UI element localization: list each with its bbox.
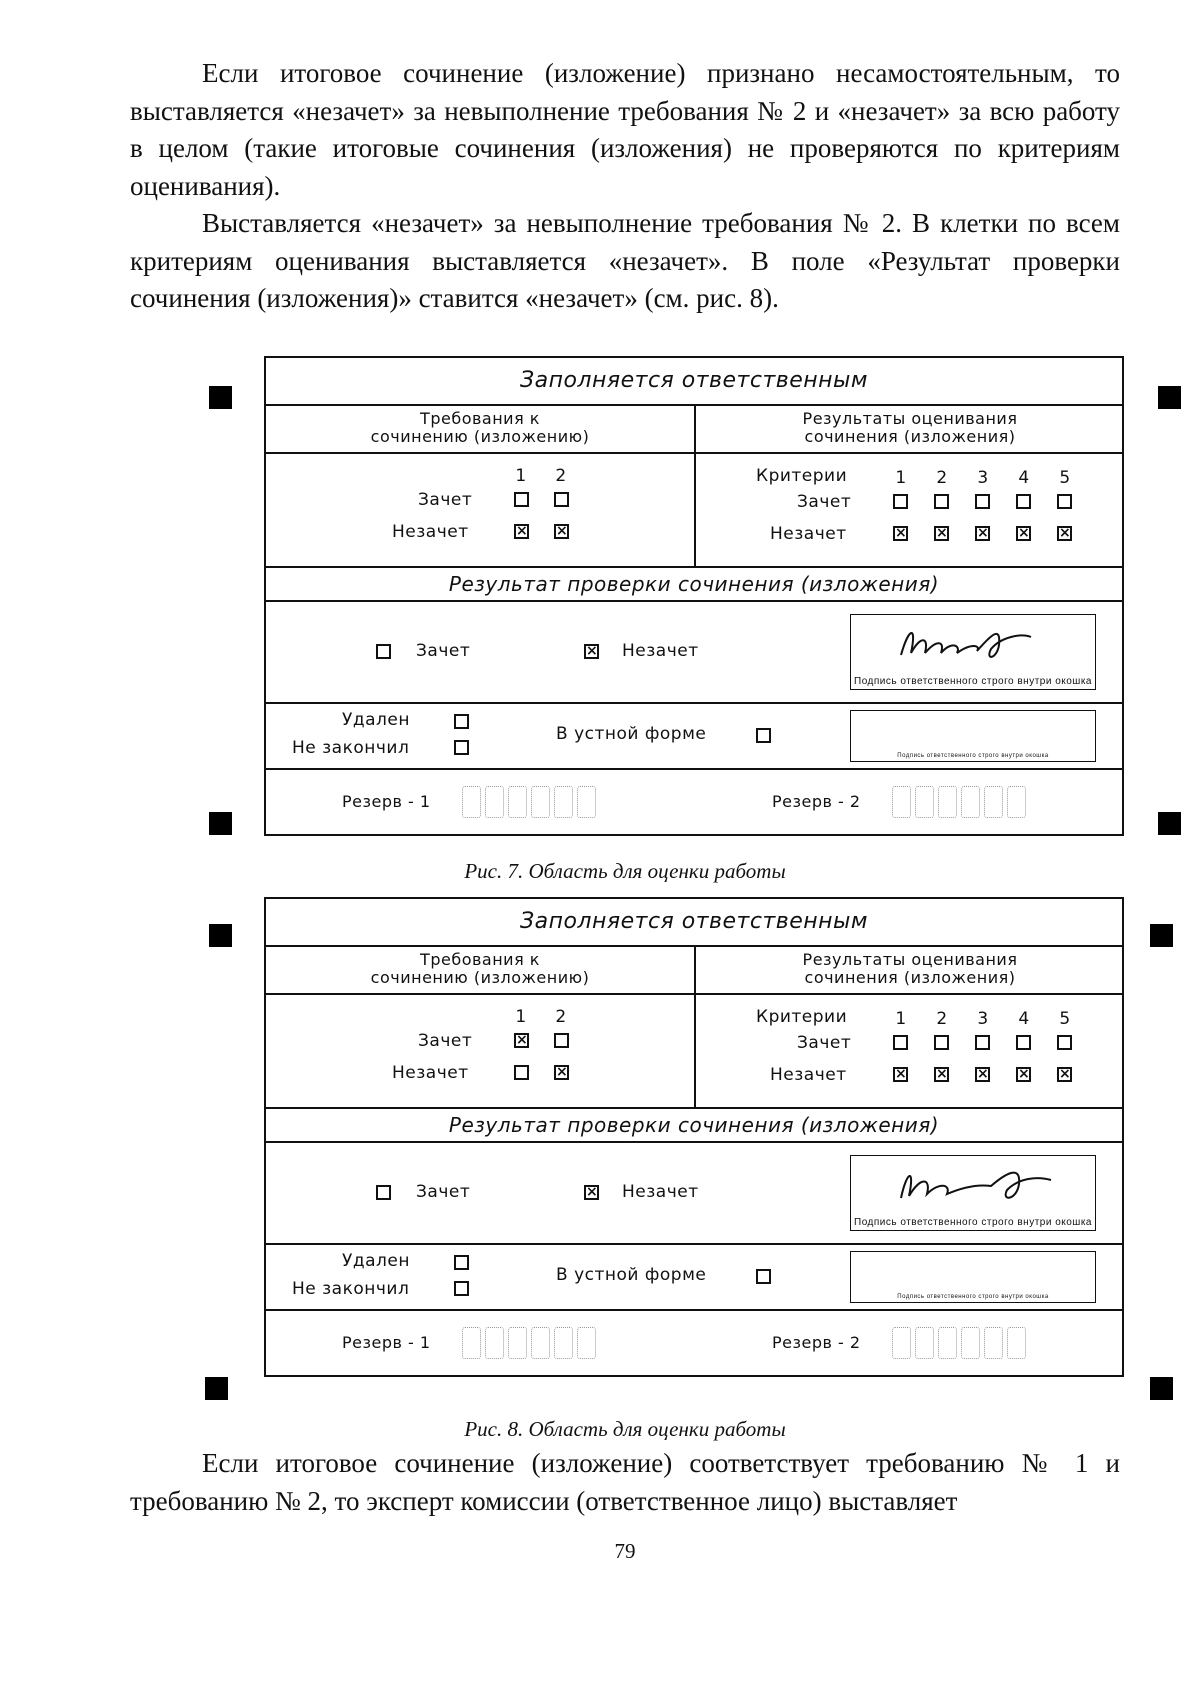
criterion-number: 3	[977, 1009, 989, 1029]
requirement-fail-checkbox[interactable]: ×	[556, 1064, 569, 1080]
criterion-pass-checkbox[interactable]	[934, 494, 949, 509]
requirements-header-line-1: Требования к	[420, 950, 540, 969]
requirements-header	[266, 951, 694, 987]
criterion-pass-checkbox[interactable]	[893, 1035, 908, 1050]
not-finished-checkbox[interactable]	[454, 740, 469, 755]
reserve-section	[266, 770, 1122, 836]
reserve-2-cell[interactable]	[961, 1327, 980, 1359]
registration-marker	[1158, 386, 1181, 409]
reserve-1-cell[interactable]	[554, 1327, 573, 1359]
result-pass-checkbox[interactable]	[376, 644, 391, 659]
not-finished-label: Не закончил	[292, 738, 410, 758]
criterion-fail-checkbox[interactable]: ×	[895, 525, 908, 541]
requirement-number: 2	[555, 466, 567, 486]
form-header	[266, 406, 1122, 454]
criterion-pass-checkbox[interactable]	[975, 494, 990, 509]
evaluation-header-line-1: Результаты оценивания	[802, 409, 1018, 428]
reserve-1-cell[interactable]	[531, 786, 550, 818]
result-title: Результат проверки сочинения (изложения)	[266, 568, 1122, 602]
criterion-pass-checkbox[interactable]	[1016, 494, 1031, 509]
reserve-2-cell[interactable]	[938, 1327, 957, 1359]
criterion-pass-checkbox[interactable]	[1057, 494, 1072, 509]
registration-marker	[209, 812, 232, 835]
reserve-2-cell[interactable]	[915, 1327, 934, 1359]
checkbox-section	[266, 995, 1122, 1109]
evaluation-header-line-1: Результаты оценивания	[802, 950, 1018, 969]
reserve-section	[266, 1311, 1122, 1377]
reserve-2-cell[interactable]	[961, 786, 980, 818]
signature-caption: Подпись ответственного строго внутри окошка	[854, 1217, 1092, 1228]
signature-caption: Подпись ответственного строго внутри окошка	[897, 1294, 1049, 1300]
criterion-number: 5	[1059, 1009, 1071, 1029]
requirement-pass-checkbox[interactable]	[514, 492, 529, 507]
criterion-number: 4	[1018, 1009, 1030, 1029]
reserve-1-cell[interactable]	[508, 786, 527, 818]
criterion-number: 1	[895, 1009, 907, 1029]
criterion-pass-checkbox[interactable]	[893, 494, 908, 509]
status-section	[266, 1245, 1122, 1311]
requirements-header-line-1: Требования к	[420, 409, 540, 428]
criterion-number: 2	[936, 1009, 948, 1029]
criterion-fail-checkbox[interactable]: ×	[977, 525, 990, 541]
registration-marker	[209, 924, 232, 947]
requirements-header-line-2: сочинению (изложению)	[370, 968, 590, 987]
reserve-2-cell[interactable]	[892, 786, 911, 818]
page-number: 79	[614, 1539, 636, 1563]
signature-image	[881, 615, 1127, 671]
requirement-number: 2	[555, 1007, 567, 1027]
removed-label: Удален	[342, 1251, 410, 1271]
second-signature-box[interactable]	[850, 1251, 1096, 1303]
requirement-pass-checkbox[interactable]	[554, 492, 569, 507]
requirements-header	[266, 410, 694, 446]
evaluation-form-1	[264, 356, 1124, 836]
registration-marker	[1150, 1377, 1173, 1400]
criterion-number: 3	[977, 468, 989, 488]
reserve-2-cell[interactable]	[1007, 1327, 1026, 1359]
criterion-number: 5	[1059, 468, 1071, 488]
criterion-fail-checkbox[interactable]: ×	[1059, 1066, 1072, 1082]
criterion-pass-checkbox[interactable]	[1016, 1035, 1031, 1050]
criterion-number: 4	[1018, 468, 1030, 488]
criterion-fail-checkbox[interactable]: ×	[1059, 525, 1072, 541]
fail-label: Незачет	[770, 524, 847, 544]
criterion-fail-checkbox[interactable]: ×	[895, 1066, 908, 1082]
signature-image	[881, 1156, 1127, 1212]
result-pass-checkbox[interactable]	[376, 1185, 391, 1200]
requirement-number: 1	[515, 1007, 527, 1027]
reserve-2-cell[interactable]	[938, 786, 957, 818]
evaluation-header	[696, 951, 1124, 987]
reserve-2-label: Резерв - 2	[772, 1333, 861, 1352]
reserve-1-cell[interactable]	[531, 1327, 550, 1359]
signature-box[interactable]	[850, 614, 1096, 690]
signature-caption: Подпись ответственного строго внутри окошка	[897, 753, 1049, 759]
figure-caption-8: Рис. 8. Область для оценки работы	[464, 1417, 786, 1441]
result-title: Результат проверки сочинения (изложения)	[266, 1109, 1122, 1143]
criterion-pass-checkbox[interactable]	[1057, 1035, 1072, 1050]
paragraph-2: Выставляется «незачет» за невыполнение требования № 2. В клетки по всем критериям оценивания выставляется «незачет». В поле «Результат проверки сочинения (изложения)» ставится «незачет» (см. рис. 8).	[130, 208, 1120, 313]
paragraph-1: Если итоговое сочинение (изложение) признано несамостоятельным, то выставляется «незачет» за невыполнение требования № 2 и «незачет» за всю работу в целом (такие итоговые сочинения (изложения) не проверяются по критериям оценивания).	[130, 58, 1120, 201]
oral-form-checkbox[interactable]	[756, 1269, 771, 1284]
reserve-2-cell[interactable]	[915, 786, 934, 818]
reserve-1-cell[interactable]	[508, 1327, 527, 1359]
reserve-1-cell[interactable]	[485, 1327, 504, 1359]
registration-marker	[209, 386, 232, 409]
reserve-1-label: Резерв - 1	[342, 1333, 431, 1352]
result-fail-checkbox[interactable]: ×	[586, 643, 599, 659]
pass-label: Зачет	[418, 490, 473, 510]
requirement-fail-checkbox[interactable]	[514, 1065, 529, 1080]
removed-checkbox[interactable]	[454, 714, 469, 729]
reserve-1-cell[interactable]	[462, 786, 481, 818]
evaluation-header	[696, 410, 1124, 446]
criteria-label: Критерии	[756, 466, 848, 486]
not-finished-checkbox[interactable]	[454, 1281, 469, 1296]
requirement-pass-checkbox[interactable]: ×	[516, 1032, 529, 1048]
figure-caption-7: Рис. 7. Область для оценки работы	[464, 859, 786, 883]
reserve-1-cell[interactable]	[577, 786, 596, 818]
reserve-2-cell[interactable]	[892, 1327, 911, 1359]
reserve-2-cell[interactable]	[984, 1327, 1003, 1359]
removed-checkbox[interactable]	[454, 1255, 469, 1270]
requirements-header-line-2: сочинению (изложению)	[370, 427, 590, 446]
signature-caption: Подпись ответственного строго внутри окошка	[854, 676, 1092, 687]
criterion-pass-checkbox[interactable]	[934, 1035, 949, 1050]
oral-form-label: В устной форме	[556, 724, 707, 744]
result-section	[266, 1143, 1122, 1245]
criterion-fail-checkbox[interactable]: ×	[936, 525, 949, 541]
evaluation-header-line-2: сочинения (изложения)	[804, 968, 1016, 987]
criterion-number: 2	[936, 468, 948, 488]
fail-label: Незачет	[392, 522, 469, 542]
evaluation-form-2	[264, 897, 1124, 1377]
registration-marker	[205, 1377, 228, 1400]
form-header	[266, 947, 1122, 995]
registration-marker	[1158, 812, 1181, 835]
reserve-1-cell[interactable]	[485, 786, 504, 818]
result-pass-label: Зачет	[416, 1182, 471, 1202]
result-pass-label: Зачет	[416, 641, 471, 661]
requirement-number: 1	[515, 466, 527, 486]
criterion-pass-checkbox[interactable]	[975, 1035, 990, 1050]
form-title: Заполняется ответственным	[266, 899, 1122, 947]
reserve-1-label: Резерв - 1	[342, 792, 431, 811]
registration-marker	[1150, 924, 1173, 947]
pass-label: Зачет	[418, 1031, 473, 1051]
second-signature-box[interactable]	[850, 710, 1096, 762]
reserve-2-label: Резерв - 2	[772, 792, 861, 811]
requirement-pass-checkbox[interactable]	[554, 1033, 569, 1048]
fail-label: Незачет	[770, 1065, 847, 1085]
reserve-2-cell[interactable]	[984, 786, 1003, 818]
requirement-fail-checkbox[interactable]: ×	[516, 523, 529, 539]
requirement-fail-checkbox[interactable]: ×	[556, 523, 569, 539]
form-title: Заполняется ответственным	[266, 358, 1122, 406]
signature-box[interactable]	[850, 1155, 1096, 1231]
result-section	[266, 602, 1122, 704]
oral-form-checkbox[interactable]	[756, 728, 771, 743]
checkbox-section	[266, 454, 1122, 568]
removed-label: Удален	[342, 710, 410, 730]
not-finished-label: Не закончил	[292, 1279, 410, 1299]
reserve-2-cell[interactable]	[1007, 786, 1026, 818]
pass-label: Зачет	[797, 492, 852, 512]
pass-label: Зачет	[797, 1033, 852, 1053]
evaluation-header-line-2: сочинения (изложения)	[804, 427, 1016, 446]
reserve-1-cell[interactable]	[462, 1327, 481, 1359]
criterion-fail-checkbox[interactable]: ×	[1018, 1066, 1031, 1082]
criteria-label: Критерии	[756, 1007, 848, 1027]
criterion-number: 1	[895, 468, 907, 488]
result-fail-label: Незачет	[622, 1182, 699, 1202]
result-fail-label: Незачет	[622, 641, 699, 661]
criterion-fail-checkbox[interactable]: ×	[977, 1066, 990, 1082]
reserve-1-cell[interactable]	[554, 786, 573, 818]
oral-form-label: В устной форме	[556, 1265, 707, 1285]
result-fail-checkbox[interactable]: ×	[586, 1184, 599, 1200]
criterion-fail-checkbox[interactable]: ×	[936, 1066, 949, 1082]
fail-label: Незачет	[392, 1063, 469, 1083]
status-section	[266, 704, 1122, 770]
criterion-fail-checkbox[interactable]: ×	[1018, 525, 1031, 541]
reserve-1-cell[interactable]	[577, 1327, 596, 1359]
paragraph-3: Если итоговое сочинение (изложение) соответствует требованию № 1 и требованию № 2, то эксперт комиссии (ответственное лицо) выставляет	[130, 1448, 1120, 1516]
